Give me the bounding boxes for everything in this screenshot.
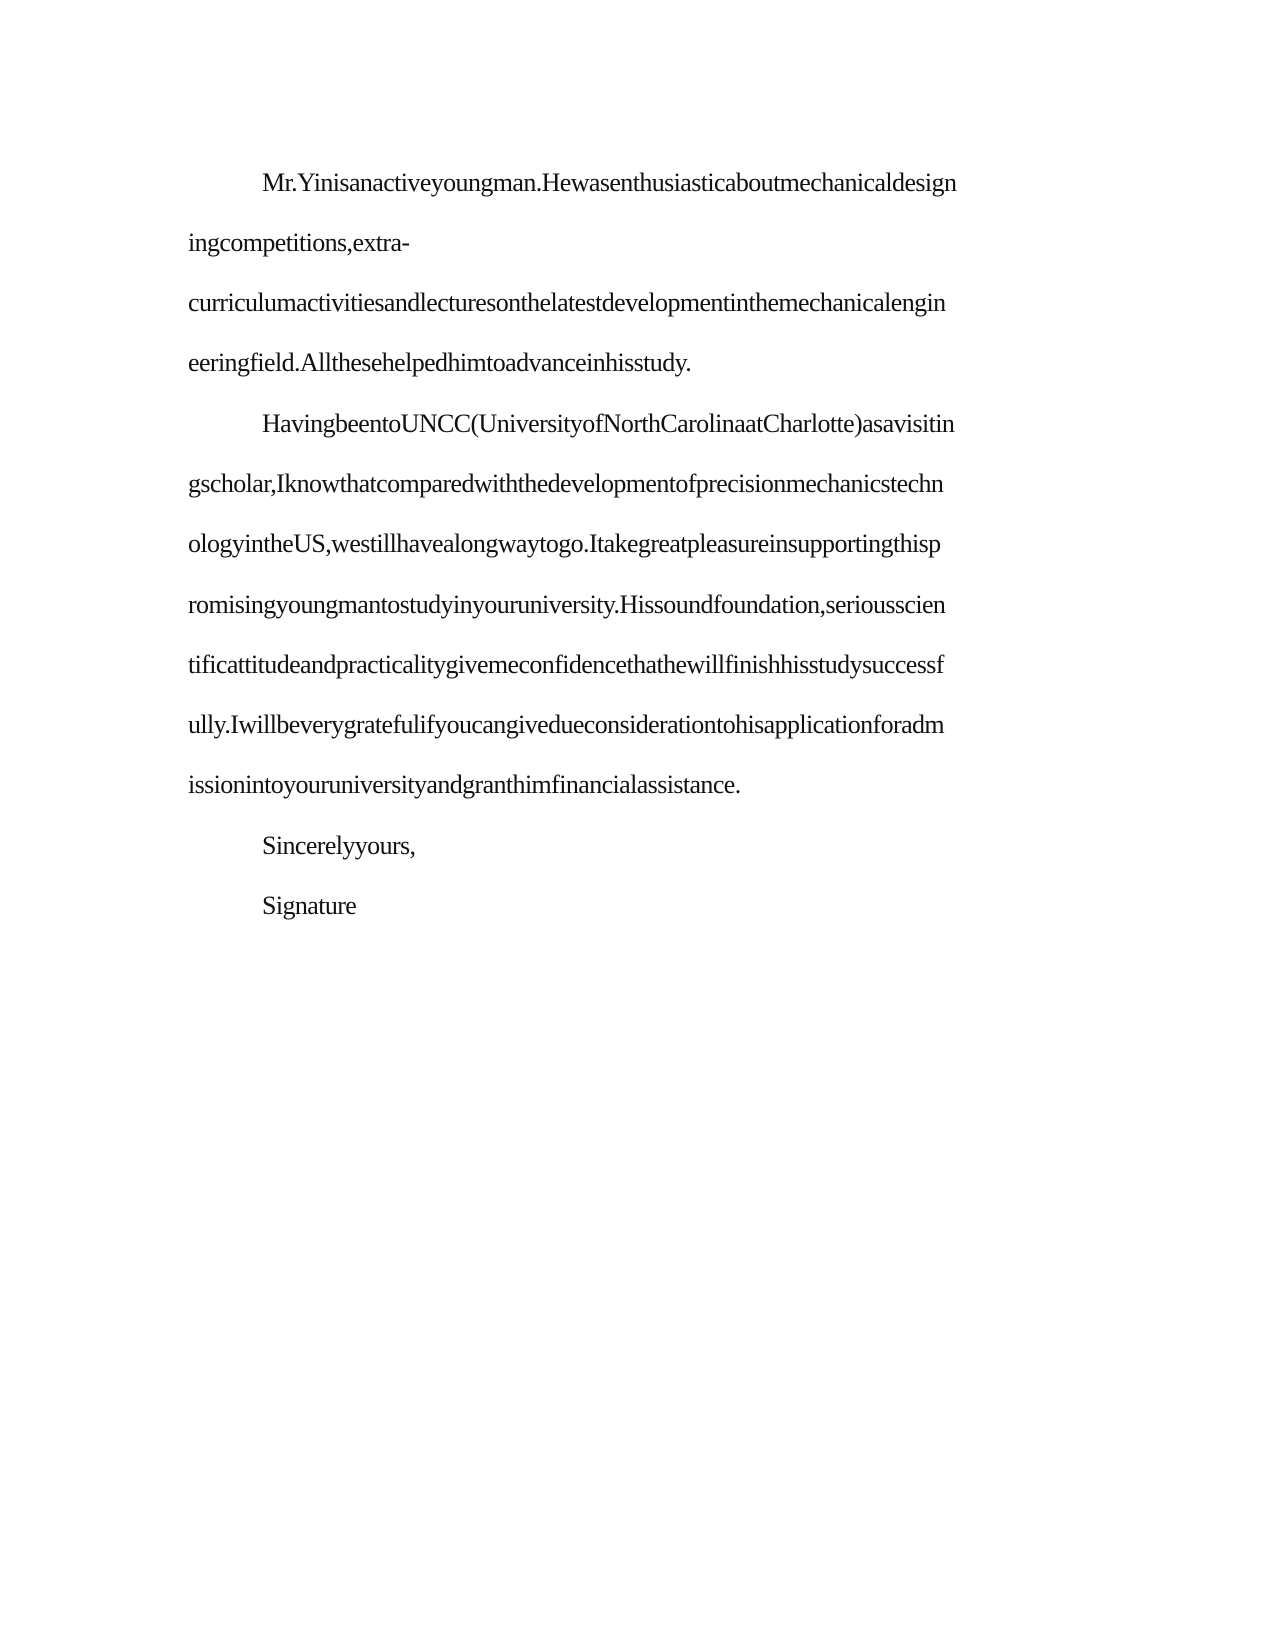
paragraph-2-line-4: romisingyoungmantostudyinyouruniversity.Hissoundfoundation,seriousscien xyxy=(188,590,946,619)
paragraph-2-line-3: ologyintheUS,westillhavealongwaytogo.Itakegreatpleasureinsupportingthisp xyxy=(188,529,941,558)
paragraph-2-line-5: tificattitudeandpracticalitygivemeconfidencethathewillfinishhisstudysuccessf xyxy=(188,650,944,679)
paragraph-1-line-2: ingcompetitions,extra- xyxy=(188,228,410,257)
signature-line: Signature xyxy=(262,891,357,920)
closing-salutation: Sincerelyyours, xyxy=(262,831,416,860)
paragraph-2-line-7: issionintoyouruniversityandgranthimfinancialassistance. xyxy=(188,770,741,799)
paragraph-2-line-6: ully.Iwillbeverygratefulifyoucangivedueconsiderationtohisapplicationforadm xyxy=(188,710,945,739)
paragraph-1-line-4: eeringfield.Allthesehelpedhimtoadvanceinhisstudy. xyxy=(188,348,692,377)
paragraph-2-line-1: HavingbeentoUNCC(UniversityofNorthCarolinaatCharlotte)asavisitin xyxy=(262,409,955,438)
paragraph-1-line-3: curriculumactivitiesandlecturesonthelatestdevelopmentinthemechanicalengin xyxy=(188,288,946,317)
paragraph-2-line-2: gscholar,Iknowthatcomparedwiththedevelopmentofprecisionmechanicstechn xyxy=(188,469,944,498)
paragraph-1-line-1: Mr.Yinisanactiveyoungman.Hewasenthusiasticaboutmechanicaldesign xyxy=(262,168,957,197)
